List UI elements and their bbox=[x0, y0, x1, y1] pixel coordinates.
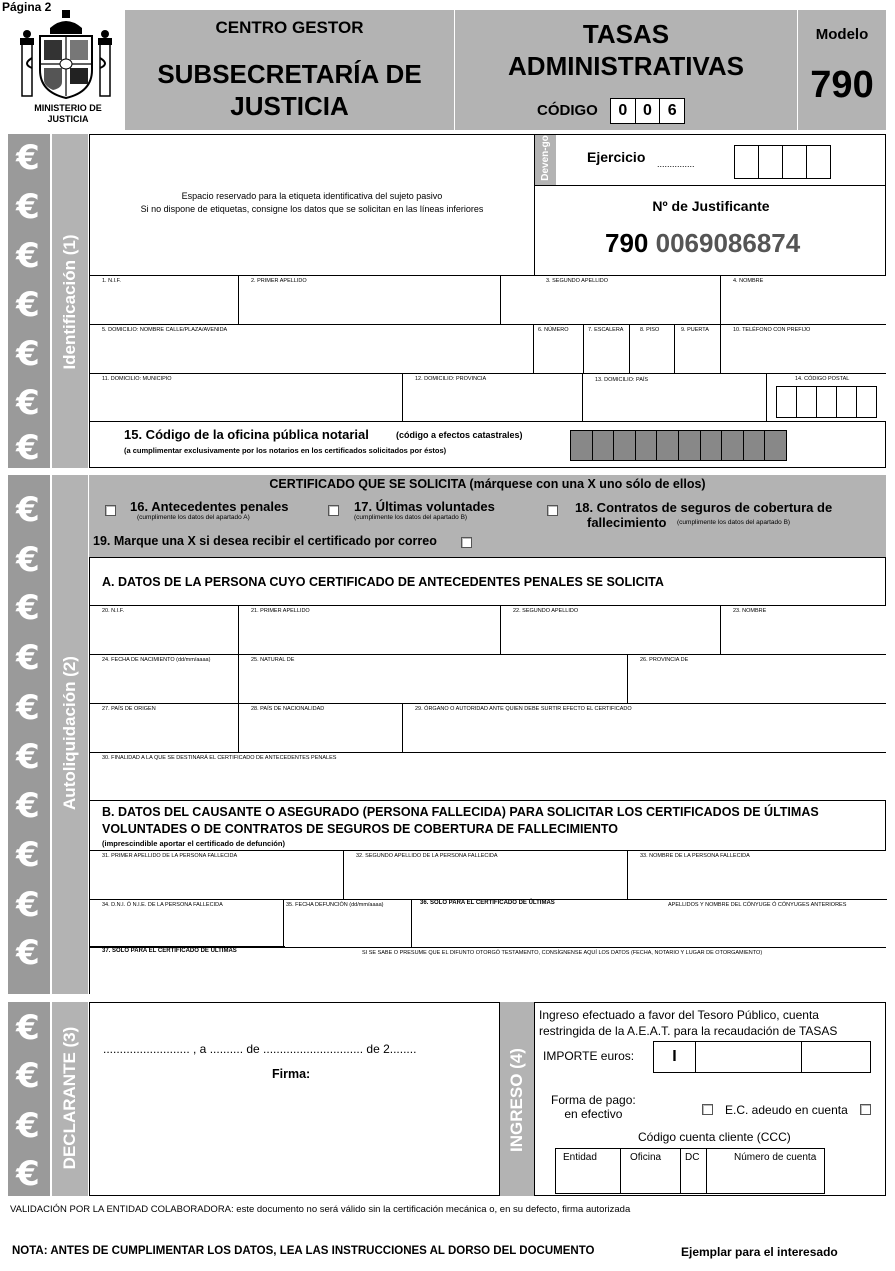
row-27 bbox=[90, 703, 886, 752]
importe-input[interactable] bbox=[653, 1041, 871, 1073]
euro-icon: € bbox=[16, 1056, 40, 1096]
seguros-label-2: fallecimiento bbox=[587, 515, 667, 530]
importe-label: IMPORTE euros: bbox=[543, 1049, 635, 1063]
ministry-line-2: JUSTICIA bbox=[47, 114, 89, 124]
field-label: 4. NOMBRE bbox=[733, 278, 764, 284]
row-37 bbox=[90, 947, 886, 995]
euro-icon: € bbox=[16, 835, 40, 875]
row-30 bbox=[90, 752, 886, 800]
field-label: 11. DOMICILIO: MUNICIPIO bbox=[102, 376, 172, 382]
euro-icon: € bbox=[16, 138, 40, 178]
field-label: 33. NOMBRE DE LA PERSONA FALLECIDA bbox=[640, 853, 750, 859]
subsecretaria-line-1: SUBSECRETARÍA DE bbox=[157, 59, 422, 89]
section-b-title-2: VOLUNTADES O DE CONTRATOS DE SEGUROS DE COBERTURA DE FALLECIMIENTO bbox=[102, 822, 619, 836]
ingreso-form bbox=[534, 1002, 886, 1196]
centro-gestor-label: CENTRO GESTOR bbox=[215, 18, 364, 37]
tasas-title bbox=[455, 18, 797, 82]
euro-icon: € bbox=[16, 737, 40, 777]
testamento-field[interactable] bbox=[90, 948, 886, 996]
justificante-number bbox=[605, 228, 800, 259]
provincia-field[interactable] bbox=[403, 374, 583, 422]
fallecida-primer-apellido-field[interactable] bbox=[90, 851, 344, 900]
identificacion-form bbox=[89, 134, 886, 468]
field-label: 25. NATURAL DE bbox=[251, 657, 295, 663]
declarante-side bbox=[52, 1002, 88, 1196]
euro-icon: € bbox=[16, 588, 40, 628]
nif-a-field[interactable] bbox=[90, 606, 239, 655]
field-label: 27. PAÍS DE ORIGEN bbox=[102, 706, 156, 712]
euro-icon: € bbox=[16, 1154, 40, 1194]
field-label: 22. SEGUNDO APELLIDO bbox=[513, 608, 579, 614]
importe-prefix: I bbox=[654, 1042, 696, 1072]
euro-icon: € bbox=[16, 540, 40, 580]
field-label: 24. FECHA DE NACIMIENTO (dd/mm/aaaa) bbox=[102, 657, 211, 663]
primer-apellido-a-field[interactable] bbox=[239, 606, 501, 655]
tasas-line-1: TASAS bbox=[582, 19, 670, 49]
forma-pago-2: en efectivo bbox=[564, 1107, 623, 1121]
field-label: 2. PRIMER APELLIDO bbox=[251, 278, 307, 284]
notarial-label: 15. Código de la oficina pública notarial bbox=[124, 427, 369, 442]
field-label: 3. SEGUNDO APELLIDO bbox=[546, 278, 609, 284]
euro-icon: € bbox=[16, 638, 40, 678]
section-b-title bbox=[102, 804, 819, 838]
puerta-field[interactable] bbox=[675, 325, 721, 374]
modelo-label: Modelo bbox=[815, 26, 869, 43]
justificante-box bbox=[534, 185, 886, 275]
field-label: 37. SOLO PARA EL CERTIFICADO DE ÚLTIMAS bbox=[102, 948, 237, 954]
oficina-label: Oficina bbox=[621, 1149, 681, 1193]
field-label: 30. FINALIDAD A LA QUE SE DESTINARÁ EL CERTIFICADO DE ANTECEDENTES PENALES bbox=[102, 755, 337, 761]
row-1 bbox=[90, 275, 886, 324]
codigo-digit: 6 bbox=[667, 102, 677, 119]
ejemplar-text: Ejemplar para el interesado bbox=[681, 1245, 838, 1259]
fecha-defuncion-field[interactable] bbox=[284, 900, 412, 948]
nombre-field[interactable] bbox=[721, 276, 886, 325]
seguros-checkbox[interactable] bbox=[547, 505, 558, 516]
ec-adeudo-label: E.C. adeudo en cuenta bbox=[725, 1103, 848, 1117]
ministry-line-1: MINISTERIO DE bbox=[34, 103, 102, 113]
row-34 bbox=[90, 899, 887, 947]
domicilio-field[interactable] bbox=[90, 325, 534, 374]
dc-label: DC bbox=[681, 1149, 707, 1193]
autoliquidacion-title: Autoliquidación (2) bbox=[60, 656, 79, 810]
field-label: 34. D.N.I. Ó N.I.E. DE LA PERSONA FALLECIDA bbox=[102, 902, 223, 908]
pais-field[interactable] bbox=[583, 374, 767, 422]
field-label: 12. DOMICILIO: PROVINCIA bbox=[415, 376, 487, 382]
pais-origen-field[interactable] bbox=[90, 704, 239, 753]
subsecretaria-title bbox=[125, 58, 454, 122]
organo-field[interactable] bbox=[403, 704, 886, 753]
natural-de-field[interactable] bbox=[239, 655, 628, 704]
certificado-selector bbox=[89, 475, 886, 557]
forma-pago bbox=[551, 1093, 636, 1121]
field-label: 9. PUERTA bbox=[681, 327, 709, 333]
justificante-label: Nº de Justificante bbox=[652, 198, 770, 214]
row-2 bbox=[90, 324, 886, 373]
ec-adeudo-checkbox[interactable] bbox=[860, 1104, 871, 1115]
nota-text: NOTA: ANTES DE CUMPLIMENTAR LOS DATOS, LEA LAS INSTRUCCIONES AL DORSO DEL DOCUMENTO bbox=[12, 1245, 595, 1257]
euro-icon: € bbox=[16, 334, 40, 374]
label-note-2: Si no dispone de etiquetas, consigne los datos que se solicitan en las líneas inferiores bbox=[140, 204, 484, 214]
justificante-prefix: 790 bbox=[605, 228, 649, 258]
field-label: 1. N.I.F. bbox=[102, 278, 121, 284]
field-label: 28. PAÍS DE NACIONALIDAD bbox=[251, 706, 325, 712]
modelo-number: 790 bbox=[810, 64, 874, 106]
field-label: 13. DOMICILIO: PAÍS bbox=[595, 377, 649, 383]
section-b-header bbox=[90, 800, 886, 850]
coat-of-arms-logo bbox=[18, 8, 114, 100]
fallecida-dni-field[interactable] bbox=[90, 900, 284, 948]
section-a-title: A. DATOS DE LA PERSONA CUYO CERTIFICADO DE ANTECEDENTES PENALES SE SOLICITA bbox=[102, 575, 664, 589]
ccc-boxes[interactable] bbox=[555, 1148, 825, 1194]
field-label: 21. PRIMER APELLIDO bbox=[251, 608, 310, 614]
municipio-field[interactable] bbox=[90, 374, 403, 422]
field-label: 8. PISO bbox=[640, 327, 660, 333]
row-20 bbox=[90, 605, 886, 654]
euro-icon: € bbox=[16, 490, 40, 530]
declarante-date-line[interactable]: .......................... , a .......... de .............................. de 2........ bbox=[103, 1042, 417, 1056]
notarial-sub: (a cumplimentar exclusivamente por los notarios en los certificados solicitados por éstos) bbox=[124, 446, 447, 455]
escalera-field[interactable] bbox=[584, 325, 630, 374]
nombre-a-field[interactable] bbox=[721, 606, 886, 655]
declarante-title: DECLARANTE (3) bbox=[60, 1026, 79, 1170]
ccc-label: Código cuenta cliente (CCC) bbox=[638, 1130, 791, 1144]
ultimas-voluntades-label: 17. Últimas voluntades bbox=[354, 499, 495, 514]
entidad-label: Entidad bbox=[556, 1149, 621, 1193]
euro-icon: € bbox=[16, 428, 40, 468]
euro-icon: € bbox=[16, 933, 40, 973]
codigo-digit: 0 bbox=[636, 99, 661, 123]
seguros-note: (cumplimente los datos del apartado B) bbox=[677, 519, 791, 526]
field-label: 5. DOMICILIO: NOMBRE CALLE/PLAZA/AVENIDA bbox=[102, 327, 228, 333]
field-label: 23. NOMBRE bbox=[733, 608, 767, 614]
piso-field[interactable] bbox=[630, 325, 675, 374]
codigo-digits bbox=[610, 98, 685, 124]
validacion-text: VALIDACIÓN POR LA ENTIDAD COLABORADORA: este documento no será válido sin la certificación mecánica o, en su defecto, firma autorizada bbox=[10, 1204, 631, 1215]
euro-icon: € bbox=[16, 1106, 40, 1146]
fallecida-nombre-field[interactable] bbox=[628, 851, 886, 900]
ingreso-text bbox=[539, 1007, 837, 1039]
row-3 bbox=[90, 373, 886, 421]
field-label: 32. SEGUNDO APELLIDO DE LA PERSONA FALLECIDA bbox=[356, 853, 498, 859]
antecedentes-note: (cumplimente los datos del apartado A) bbox=[137, 514, 250, 521]
certificado-title: CERTIFICADO QUE SE SOLICITA (márquese con una X uno sólo de ellos) bbox=[269, 477, 706, 491]
row-31 bbox=[90, 850, 886, 899]
telefono-field[interactable] bbox=[721, 325, 886, 374]
codigo-postal-field[interactable] bbox=[767, 374, 886, 422]
antecedentes-checkbox[interactable] bbox=[105, 505, 116, 516]
euro-icon: € bbox=[16, 885, 40, 925]
centro-gestor-box bbox=[125, 10, 454, 130]
conyuges-field[interactable] bbox=[412, 900, 887, 948]
modelo-box bbox=[798, 10, 886, 130]
fallecida-segundo-apellido-field[interactable] bbox=[344, 851, 628, 900]
autoliquidacion-side bbox=[52, 475, 88, 994]
codigo-postal-boxes bbox=[776, 386, 877, 418]
numero-cuenta-label: Número de cuenta bbox=[734, 1152, 817, 1163]
section-b-note: (imprescindible aportar el certificado de defunción) bbox=[102, 839, 285, 848]
justificante-digits: 0069086874 bbox=[655, 228, 801, 258]
correo-checkbox[interactable] bbox=[461, 537, 472, 548]
field-label: 26. PROVINCIA DE bbox=[640, 657, 689, 663]
euro-icon: € bbox=[16, 236, 40, 276]
row-15 bbox=[90, 421, 886, 468]
ejercicio-input[interactable] bbox=[734, 145, 831, 179]
ejercicio-dots: ............... bbox=[657, 159, 695, 169]
autoliquidacion-form bbox=[89, 557, 886, 994]
nif-field[interactable] bbox=[90, 276, 239, 325]
tasas-box bbox=[455, 10, 797, 130]
forma-pago-1: Forma de pago: bbox=[551, 1093, 636, 1107]
correo-label: 19. Marque una X si desea recibir el certificado por correo bbox=[93, 534, 437, 548]
seguros-label-1: 18. Contratos de seguros de cobertura de bbox=[575, 500, 833, 515]
subsecretaria-line-2: JUSTICIA bbox=[230, 91, 349, 121]
finalidad-field[interactable] bbox=[90, 753, 886, 801]
identificacion-side bbox=[52, 134, 88, 468]
field-label: 14. CÓDIGO POSTAL bbox=[795, 376, 850, 382]
pais-nacionalidad-field[interactable] bbox=[239, 704, 403, 753]
field-label: 29. ÓRGANO O AUTORIDAD ANTE QUIEN DEBE SURTIR EFECTO EL CERTIFICADO bbox=[415, 706, 632, 712]
fecha-nacimiento-field[interactable] bbox=[90, 655, 239, 704]
euro-icon: € bbox=[16, 786, 40, 826]
field-label: 6. NÚMERO bbox=[538, 327, 569, 333]
devengo-label: Deven-go bbox=[540, 135, 551, 181]
ingreso-title: INGRESO (4) bbox=[507, 1048, 526, 1152]
page-number: Página 2 bbox=[2, 0, 52, 14]
identificacion-title: Identificación (1) bbox=[60, 234, 79, 370]
field-label: 20. N.I.F. bbox=[102, 608, 125, 614]
ultimas-voluntades-checkbox[interactable] bbox=[328, 505, 339, 516]
label-note-1: Espacio reservado para la etiqueta identificativa del sujeto pasivo bbox=[181, 191, 443, 201]
antecedentes-label: 16. Antecedentes penales bbox=[130, 499, 289, 514]
ingreso-text-1: Ingreso efectuado a favor del Tesoro Público, cuenta bbox=[539, 1008, 819, 1022]
codigo-label: CÓDIGO bbox=[537, 102, 598, 119]
field-label: 36. SOLO PARA EL CERTIFICADO DE ÚLTIMAS bbox=[420, 900, 555, 906]
divider bbox=[89, 946, 285, 947]
notarial-code-boxes[interactable] bbox=[570, 430, 787, 461]
euro-icon: € bbox=[16, 285, 40, 325]
field-label: 10. TELÉFONO CON PREFIJO bbox=[733, 327, 811, 333]
declarante-form bbox=[89, 1002, 500, 1196]
field-label: APELLIDOS Y NOMBRE DEL CÓNYUGE Ó CÓNYUGES ANTERIORES bbox=[668, 902, 847, 908]
ejercicio-label: Ejercicio bbox=[587, 149, 646, 165]
euro-icon: € bbox=[16, 1008, 40, 1048]
ingreso-side bbox=[500, 1002, 534, 1196]
field-label: 7. ESCALERA bbox=[588, 327, 624, 333]
field-label: SI SE SABE O PRESUME QUE EL DIFUNTO OTORGÓ TESTAMENTO, CONSÍGNENSE AQUÍ LOS DATOS (FECHA, NOTARIO Y LUGAR DE OTORGAMIENTO) bbox=[362, 950, 763, 956]
ministry-name bbox=[18, 103, 118, 125]
euro-icon: € bbox=[16, 383, 40, 423]
field-label: 31. PRIMER APELLIDO DE LA PERSONA FALLECIDA bbox=[102, 853, 238, 859]
primer-apellido-field[interactable] bbox=[239, 276, 501, 325]
segundo-apellido-a-field[interactable] bbox=[501, 606, 721, 655]
segundo-apellido-field[interactable] bbox=[501, 276, 721, 325]
notarial-note: (código a efectos catastrales) bbox=[396, 430, 523, 440]
provincia-de-field[interactable] bbox=[628, 655, 886, 704]
firma-label: Firma: bbox=[272, 1067, 311, 1081]
row-24 bbox=[90, 654, 886, 703]
devengo-box bbox=[534, 135, 556, 185]
ingreso-text-2: restringida de la A.E.A.T. para la recaudación de TASAS bbox=[539, 1024, 838, 1038]
tasas-line-2: ADMINISTRATIVAS bbox=[508, 51, 744, 81]
field-label: 35. FECHA DEFUNCIÓN (dd/mm/aaaa) bbox=[286, 902, 384, 908]
euro-icon: € bbox=[16, 688, 40, 728]
codigo-digit: 0 bbox=[611, 99, 636, 123]
label-note bbox=[90, 190, 534, 216]
efectivo-checkbox[interactable] bbox=[702, 1104, 713, 1115]
euro-icon: € bbox=[16, 187, 40, 227]
ultimas-voluntades-note: (cumplimente los datos del apartado B) bbox=[354, 514, 468, 521]
section-b-title-1: B. DATOS DEL CAUSANTE O ASEGURADO (PERSONA FALLECIDA) PARA SOLICITAR LOS CERTIFICADOS DE ÚLTIMAS bbox=[102, 805, 819, 819]
numero-field[interactable] bbox=[534, 325, 584, 374]
